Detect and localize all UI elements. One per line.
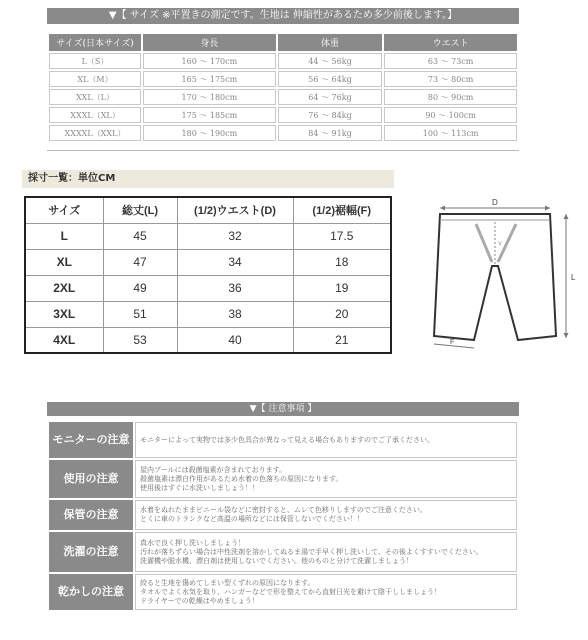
table-row	[25, 327, 391, 353]
table-row	[49, 71, 517, 87]
height-cell: 170 ～ 180cm	[143, 89, 276, 105]
height-cell: 160 ～ 170cm	[143, 53, 276, 69]
hem-cell: 18	[293, 249, 391, 275]
size-cell: XL	[25, 249, 103, 275]
waist-cell: 38	[177, 301, 293, 327]
size-cell: XXXL（XL）	[49, 107, 141, 123]
table-row	[25, 275, 391, 301]
table-row	[49, 53, 517, 69]
size-cell: 4XL	[25, 327, 103, 353]
size-table-header-row	[49, 34, 517, 51]
size-cell: 2XL	[25, 275, 103, 301]
size-cell: XL（M）	[49, 71, 141, 87]
notes-section-banner: ▼【 注意事項 】	[47, 402, 519, 416]
weight-cell: 56 ～ 64kg	[278, 71, 382, 87]
shorts-outline	[434, 214, 556, 340]
note-row	[49, 500, 517, 530]
height-cell: 165 ～ 175cm	[143, 71, 276, 87]
weight-cell: 64 ～ 76kg	[278, 89, 382, 105]
length-cell: 49	[103, 275, 177, 301]
waist-cell: 40	[177, 327, 293, 353]
note-row	[49, 460, 517, 498]
height-cell: 175 ～ 185cm	[143, 107, 276, 123]
note-label: モニターの注意	[49, 422, 133, 458]
note-line: タオルでよく水気を取り、ハンガーなどで形を整えてから直射日光を避けて陰干ししましょう！	[140, 587, 441, 596]
size-header-waist: ウエスト	[384, 34, 517, 51]
weight-cell: 76 ～ 84kg	[278, 107, 382, 123]
note-label: 保管の注意	[49, 500, 133, 530]
shorts-measurement-diagram	[420, 196, 582, 356]
table-row	[49, 107, 517, 123]
table-row	[25, 249, 391, 275]
hem-cell: 19	[293, 275, 391, 301]
note-line: ドライヤーでの乾燥はやめましょう！	[140, 596, 259, 605]
note-label: 乾かしの注意	[49, 574, 133, 610]
size-header-height: 身長	[143, 34, 276, 51]
weight-cell: 44 ～ 56kg	[278, 53, 382, 69]
waist-cell: 73 ～ 80cm	[384, 71, 517, 87]
note-row	[49, 532, 517, 572]
length-cell: 47	[103, 249, 177, 275]
note-line: 屋内プールには殺菌塩素が含まれております。	[140, 465, 287, 474]
table-row	[25, 223, 391, 249]
waist-cell: 90 ～ 100cm	[384, 107, 517, 123]
size-cell: L	[25, 223, 103, 249]
note-text	[135, 460, 517, 498]
length-cell: 45	[103, 223, 177, 249]
waist-cell: 80 ～ 90cm	[384, 89, 517, 105]
size-cell: XXL（L）	[49, 89, 141, 105]
size-cell: 3XL	[25, 301, 103, 327]
note-line: 真水で良く押し洗いしましょう！	[140, 538, 245, 547]
length-label: L	[571, 273, 576, 282]
waist-cell: 63 ～ 73cm	[384, 53, 517, 69]
weight-cell: 84 ～ 91kg	[278, 125, 382, 141]
note-text	[135, 422, 517, 458]
size-header-size: サイズ(日本サイズ)	[49, 34, 141, 51]
note-row	[49, 574, 517, 610]
hem-cell: 17.5	[293, 223, 391, 249]
measure-header-length: 総丈(L)	[103, 197, 177, 223]
note-text	[135, 500, 517, 530]
note-text	[135, 574, 517, 610]
measure-header-size: サイズ	[25, 197, 103, 223]
note-row	[49, 422, 517, 458]
waist-label: D	[492, 198, 498, 207]
size-cell: L（S）	[49, 53, 141, 69]
measure-header-row	[25, 197, 391, 223]
measure-section-title: 採寸一覧：単位CM	[22, 170, 394, 188]
measure-header-waist: (1/2)ウエスト(D)	[177, 197, 293, 223]
note-text	[135, 532, 517, 572]
note-line: 殺菌塩素は漂白作用があるため水着の色落ちの原因になります。	[140, 474, 343, 483]
note-line: モニターによって実物では多少色具合が異なって見える場合もありますのでご了承ください。	[140, 435, 434, 444]
rise-label: Y	[498, 242, 503, 248]
note-line: 洗濯機や脱水機、漂白剤は使用しないでください。他のものと分けて洗濯しましょう！	[140, 556, 413, 565]
waist-cell: 100 ～ 113cm	[384, 125, 517, 141]
hem-cell: 21	[293, 327, 391, 353]
size-table	[47, 32, 519, 143]
table-row	[49, 89, 517, 105]
table-row	[25, 301, 391, 327]
section-divider	[47, 150, 519, 151]
note-label: 使用の注意	[49, 460, 133, 498]
note-label: 洗濯の注意	[49, 532, 133, 572]
note-line: とくに車のトランクなど高温の場所などには保管しないでください！！	[140, 515, 364, 523]
notes-table	[47, 420, 519, 612]
note-line: 絞ると生地を傷めてしまい型くずれの原因になります。	[140, 578, 315, 587]
hem-label: F	[450, 339, 455, 346]
length-cell: 53	[103, 327, 177, 353]
size-section-banner: ▼【 サイズ ※平置きの測定です。生地は 伸縮性があるため多少前後します。】	[47, 8, 519, 24]
waist-cell: 32	[177, 223, 293, 249]
waist-cell: 36	[177, 275, 293, 301]
measure-table	[24, 196, 392, 354]
measure-header-hem: (1/2)裾幅(F)	[293, 197, 391, 223]
size-header-weight: 体重	[278, 34, 382, 51]
note-line: 汚れが落ちずらい場合は中性洗剤を溶かしてぬるま湯で手早く押し洗いして、その後よくすすいでください。	[140, 547, 483, 556]
note-line: 使用後はすぐに水洗いしましょう！！	[140, 483, 259, 492]
note-line: 水着をぬれたままビニール袋などに密封すると、ムレて色移りしますのでご注意ください。	[140, 506, 427, 514]
length-cell: 51	[103, 301, 177, 327]
size-cell: XXXXL（XXL）	[49, 125, 141, 141]
waist-cell: 34	[177, 249, 293, 275]
table-row	[49, 125, 517, 141]
hem-cell: 20	[293, 301, 391, 327]
height-cell: 180 ～ 190cm	[143, 125, 276, 141]
